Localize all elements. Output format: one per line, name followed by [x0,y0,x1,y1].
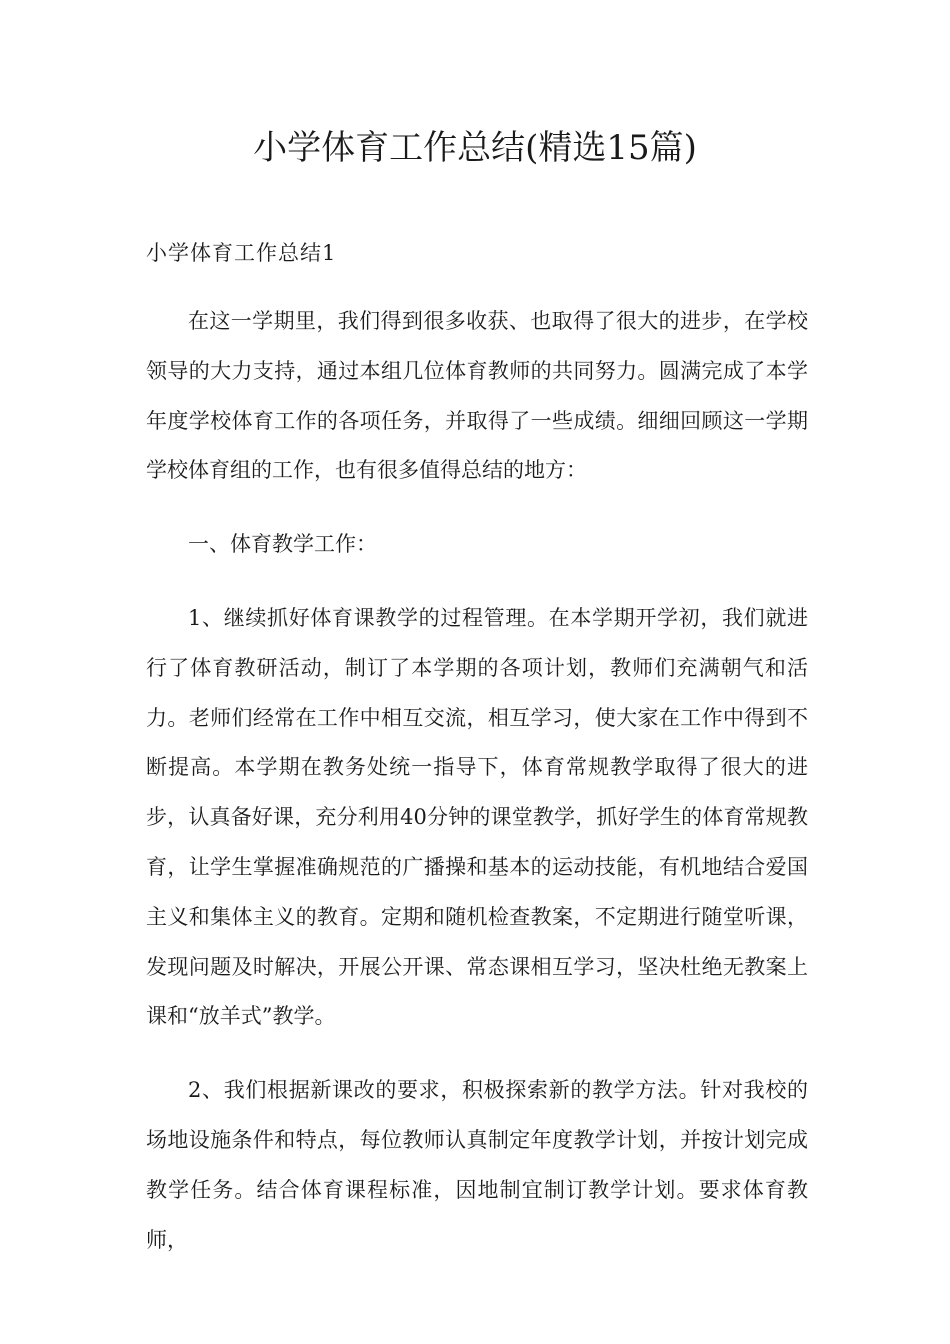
paragraph-item-2: 2、我们根据新课改的要求，积极探索新的教学方法。针对我校的场地设施条件和特点，每位教师认真制定年度教学计划，并按计划完成教学任务。结合体育课程标准，因地制宜制订教学计划。要求体育教师， [146,1078,808,1252]
paragraph-intro: 在这一学期里，我们得到很多收获、也取得了很大的进步，在学校领导的大力支持，通过本组几位体育教师的共同努力。圆满完成了本学年度学校体育工作的各项任务，并取得了一些成绩。细细回顾这一学期学校体育组的工作，也有很多值得总结的地方： [146,309,808,483]
document-body [146,297,808,1289]
document-title: 小学体育工作总结(精选15篇) [253,128,697,168]
paragraph-heading-teaching: 一、体育教学工作： [188,532,377,557]
section-heading: 小学体育工作总结1 [146,241,337,265]
paragraph-item-1: 1、继续抓好体育课教学的过程管理。在本学期开学初，我们就进行了体育教研活动，制订了本学期的各项计划，教师们充满朝气和活力。老师们经常在工作中相互交流，相互学习，使大家在工作中得到不断提高。本学期在教务处统一指导下，体育常规教学取得了很大的进步，认真备好课，充分利用40分钟的课堂教学，抓好学生的体育常规教育，让学生掌握准确规范的广播操和基本的运动技能，有机地结合爱国主义和集体主义的教育。定期和随机检查教案，不定期进行随堂听课，发现问题及时解决，开展公开课、常态课相互学习，坚决杜绝无教案上课和“放羊式”教学。 [146,605,808,1029]
